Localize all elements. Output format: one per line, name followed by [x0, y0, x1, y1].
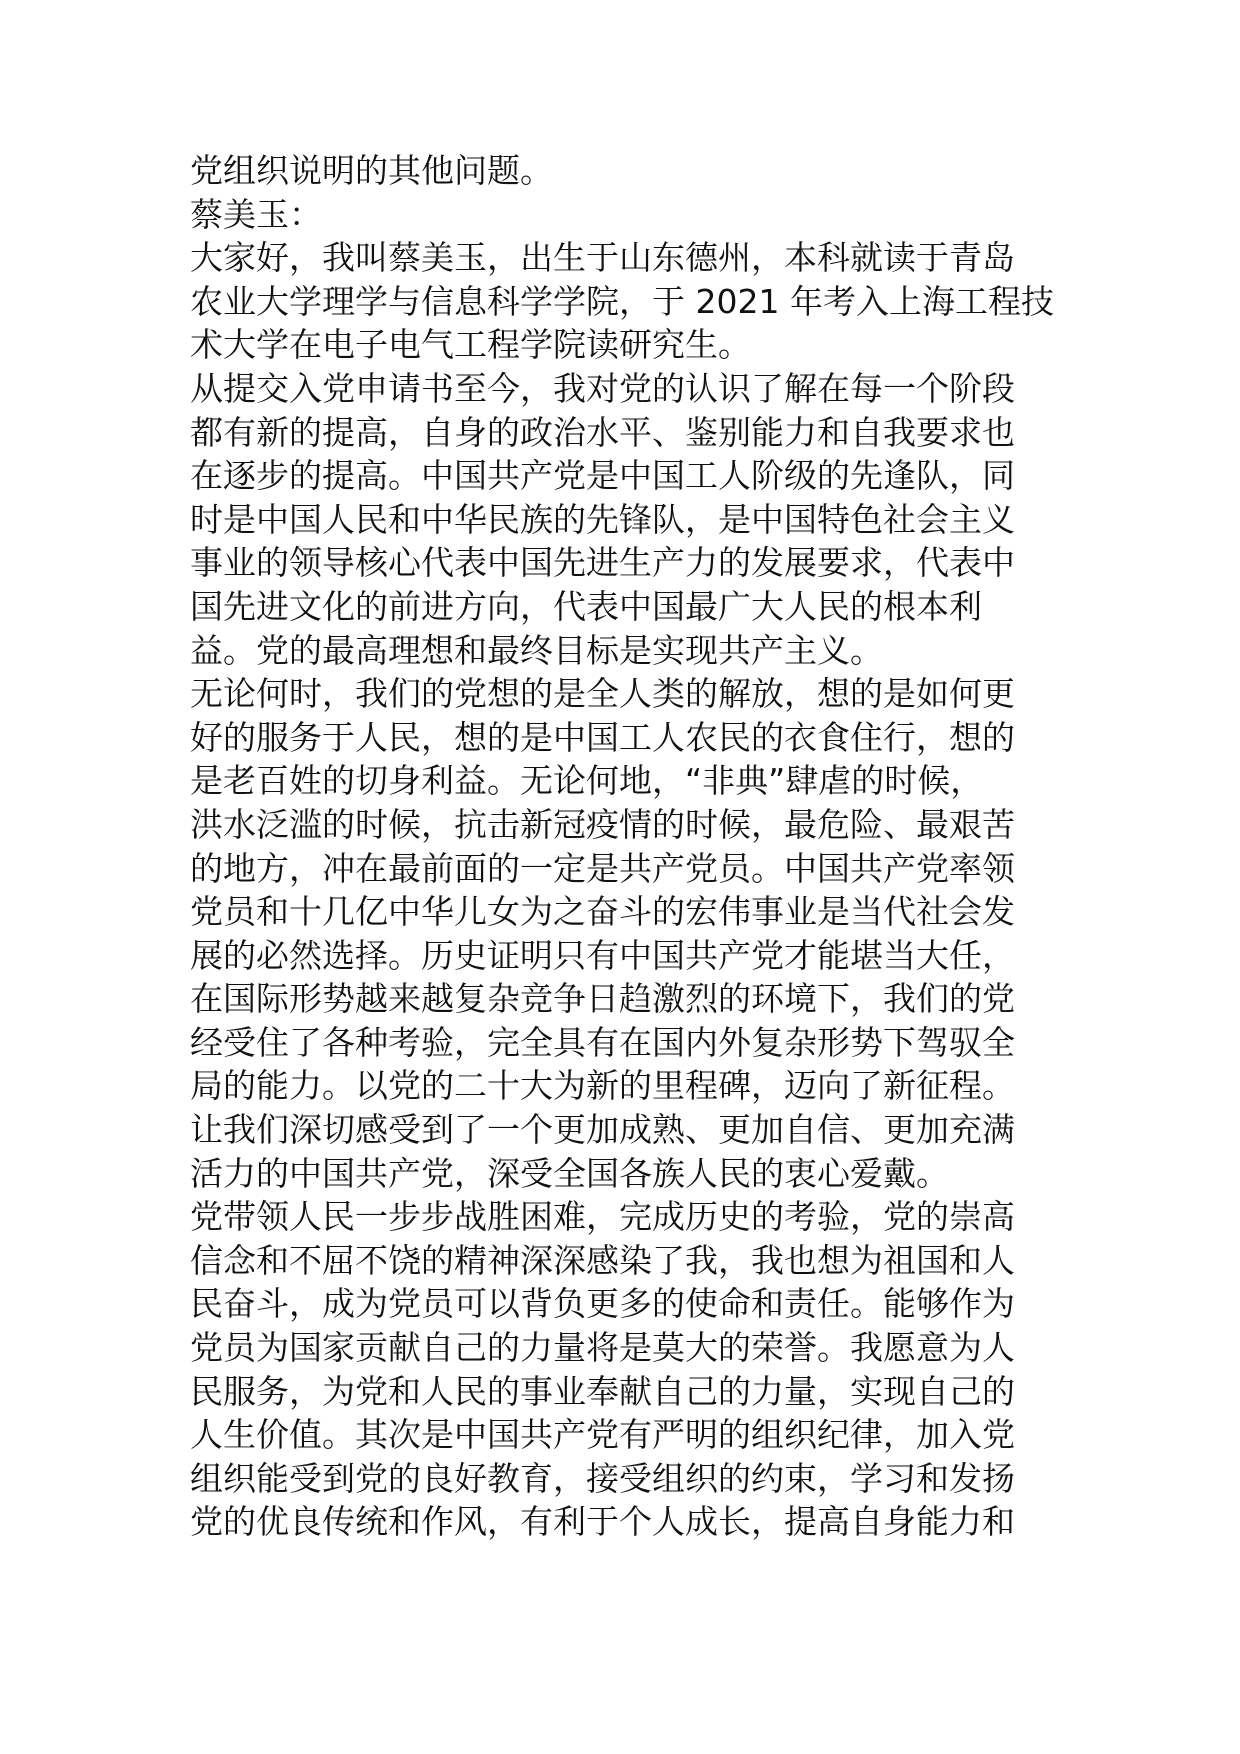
text-line: 活力的中国共产党，深受全国各族人民的衷心爱戴。 — [190, 1153, 949, 1193]
text-line: 组织能受到党的良好教育，接受组织的约束，学习和发扬 — [190, 1458, 1015, 1498]
text-line: 让我们深切感受到了一个更加成熟、更加自信、更加充满 — [190, 1110, 1015, 1150]
text-line: 无论何时，我们的党想的是全人类的解放，想的是如何更 — [190, 674, 1015, 714]
text-line: 党组织说明的其他问题。 — [190, 151, 553, 190]
text-line: 经受住了各种考验，完全具有在国内外复杂形势下驾驭全 — [190, 1022, 1015, 1062]
text-line: 在逐步的提高。中国共产党是中国工人阶级的先逢队，同 — [190, 456, 1015, 496]
text-line: 是老百姓的切身利益。无论何地，“非典”肆虐的时候， — [190, 761, 984, 801]
text-line: 农业大学理学与信息科学学院，于 2021 年考入上海工程技 — [190, 281, 1054, 321]
text-line: 党员和十几亿中华儿女为之奋斗的宏伟事业是当代社会发 — [190, 892, 1015, 932]
text-line: 术大学在电子电气工程学院读研究生。 — [190, 325, 751, 365]
text-line: 都有新的提高，自身的政治水平、鉴别能力和自我要求也 — [190, 412, 1015, 452]
text-line: 展的必然选择。历史证明只有中国共产党才能堪当大任， — [190, 935, 1015, 975]
text-line: 国先进文化的前进方向，代表中国最广大人民的根本利 — [190, 586, 982, 626]
text-line: 从提交入党申请书至今，我对党的认识了解在每一个阶段 — [190, 368, 1015, 408]
text-line: 民服务，为党和人民的事业奉献自己的力量，实现自己的 — [190, 1371, 1015, 1411]
text-line: 党的优良传统和作风，有利于个人成长，提高自身能力和 — [190, 1502, 1015, 1542]
text-line: 局的能力。以党的二十大为新的里程碑，迈向了新征程。 — [190, 1066, 1015, 1106]
text-line: 党带领人民一步步战胜困难，完成历史的考验，党的崇高 — [190, 1197, 1015, 1237]
document-body — [190, 149, 1054, 1544]
text-line: 时是中国人民和中华民族的先锋队，是中国特色社会主义 — [190, 499, 1015, 539]
text-line: 蔡美玉： — [190, 194, 322, 234]
text-line: 大家好，我叫蔡美玉，出生于山东德州，本科就读于青岛 — [190, 238, 1015, 278]
text-line: 事业的领导核心代表中国先进生产力的发展要求，代表中 — [190, 543, 1015, 583]
text-line: 在国际形势越来越复杂竞争日趋激烈的环境下，我们的党 — [190, 979, 1015, 1019]
text-line: 党员为国家贡献自己的力量将是莫大的荣誉。我愿意为人 — [190, 1328, 1015, 1368]
text-line: 洪水泛滥的时候，抗击新冠疫情的时候，最危险、最艰苦 — [190, 804, 1015, 844]
text-line: 好的服务于人民，想的是中国工人农民的衣食住行，想的 — [190, 717, 1015, 757]
text-line: 益。党的最高理想和最终目标是实现共产主义。 — [190, 630, 883, 670]
text-line: 人生价值。其次是中国共产党有严明的组织纪律，加入党 — [190, 1415, 1015, 1455]
text-line: 民奋斗，成为党员可以背负更多的使命和责任。能够作为 — [190, 1284, 1015, 1324]
text-line: 信念和不屈不饶的精神深深感染了我，我也想为祖国和人 — [190, 1240, 1015, 1280]
text-line: 的地方，冲在最前面的一定是共产党员。中国共产党率领 — [190, 848, 1015, 888]
